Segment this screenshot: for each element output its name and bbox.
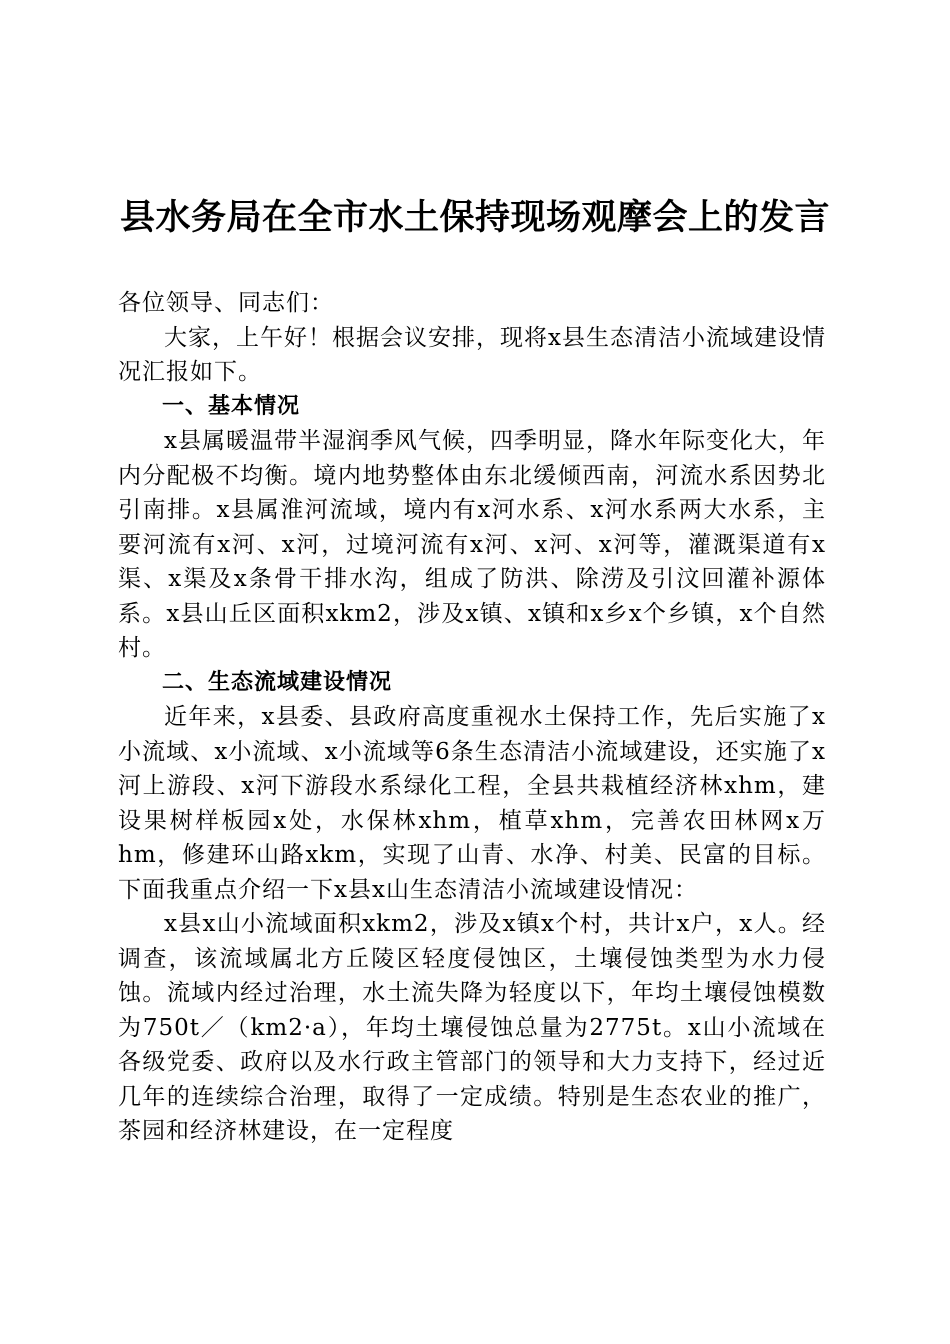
document-body bbox=[118, 286, 826, 1149]
paragraph-mountain-watershed: x县x山小流域面积xkm2，涉及x镇x个村，共计x户，x人。经调查，该流域属北方丘陵区轻度侵蚀区，土壤侵蚀类型为水力侵蚀。流域内经过治理，水土流失降为轻度以下，年均土壤侵蚀模数为750t／（km2·a），年均土壤侵蚀总量为2775t。x山小流域在各级党委、政府以及水行政主管部门的领导和大力支持下，经过近几年的连续综合治理，取得了一定成绩。特别是生态农业的推广，茶园和经济林建设，在一定程度 bbox=[118, 911, 826, 1144]
section-heading-basic-situation: 一、基本情况 bbox=[162, 393, 301, 419]
paragraph-watershed-overview: 近年来，x县委、县政府高度重视水土保持工作，先后实施了x小流域、x小流域、x小流域等6条生态清洁小流域建设，还实施了x河上游段、x河下游段水系绿化工程，全县共栽植经济林xhm，建设果树样板园x处，水保林xhm，植草xhm，完善农田林网x万hm，修建环山路xkm，实现了山青、水净、村美、民富的目标。下面我重点介绍一下x县x山生态清洁小流域建设情况： bbox=[118, 704, 826, 903]
paragraph-basic-situation: x县属暖温带半湿润季风气候，四季明显，降水年际变化大，年内分配极不均衡。境内地势整体由东北缓倾西南，河流水系因势北引南排。x县属淮河流域，境内有x河水系、x河水系两大水系，主要河流有x河、x河，过境河流有x河、x河、x河等，灌溉渠道有x渠、x渠及x条骨干排水沟，组成了防洪、除涝及引汶回灌补源体系。x县山丘区面积xkm2，涉及x镇、x镇和x乡x个乡镇，x个自然村。 bbox=[118, 428, 826, 661]
document-title: 县水务局在全市水土保持现场观摩会上的发言 bbox=[119, 197, 830, 238]
salutation: 各位领导、同志们： bbox=[118, 290, 334, 316]
opening-paragraph: 大家，上午好！根据会议安排，现将x县生态清洁小流域建设情况汇报如下。 bbox=[118, 324, 826, 385]
section-heading-watershed-construction: 二、生态流域建设情况 bbox=[162, 669, 393, 695]
